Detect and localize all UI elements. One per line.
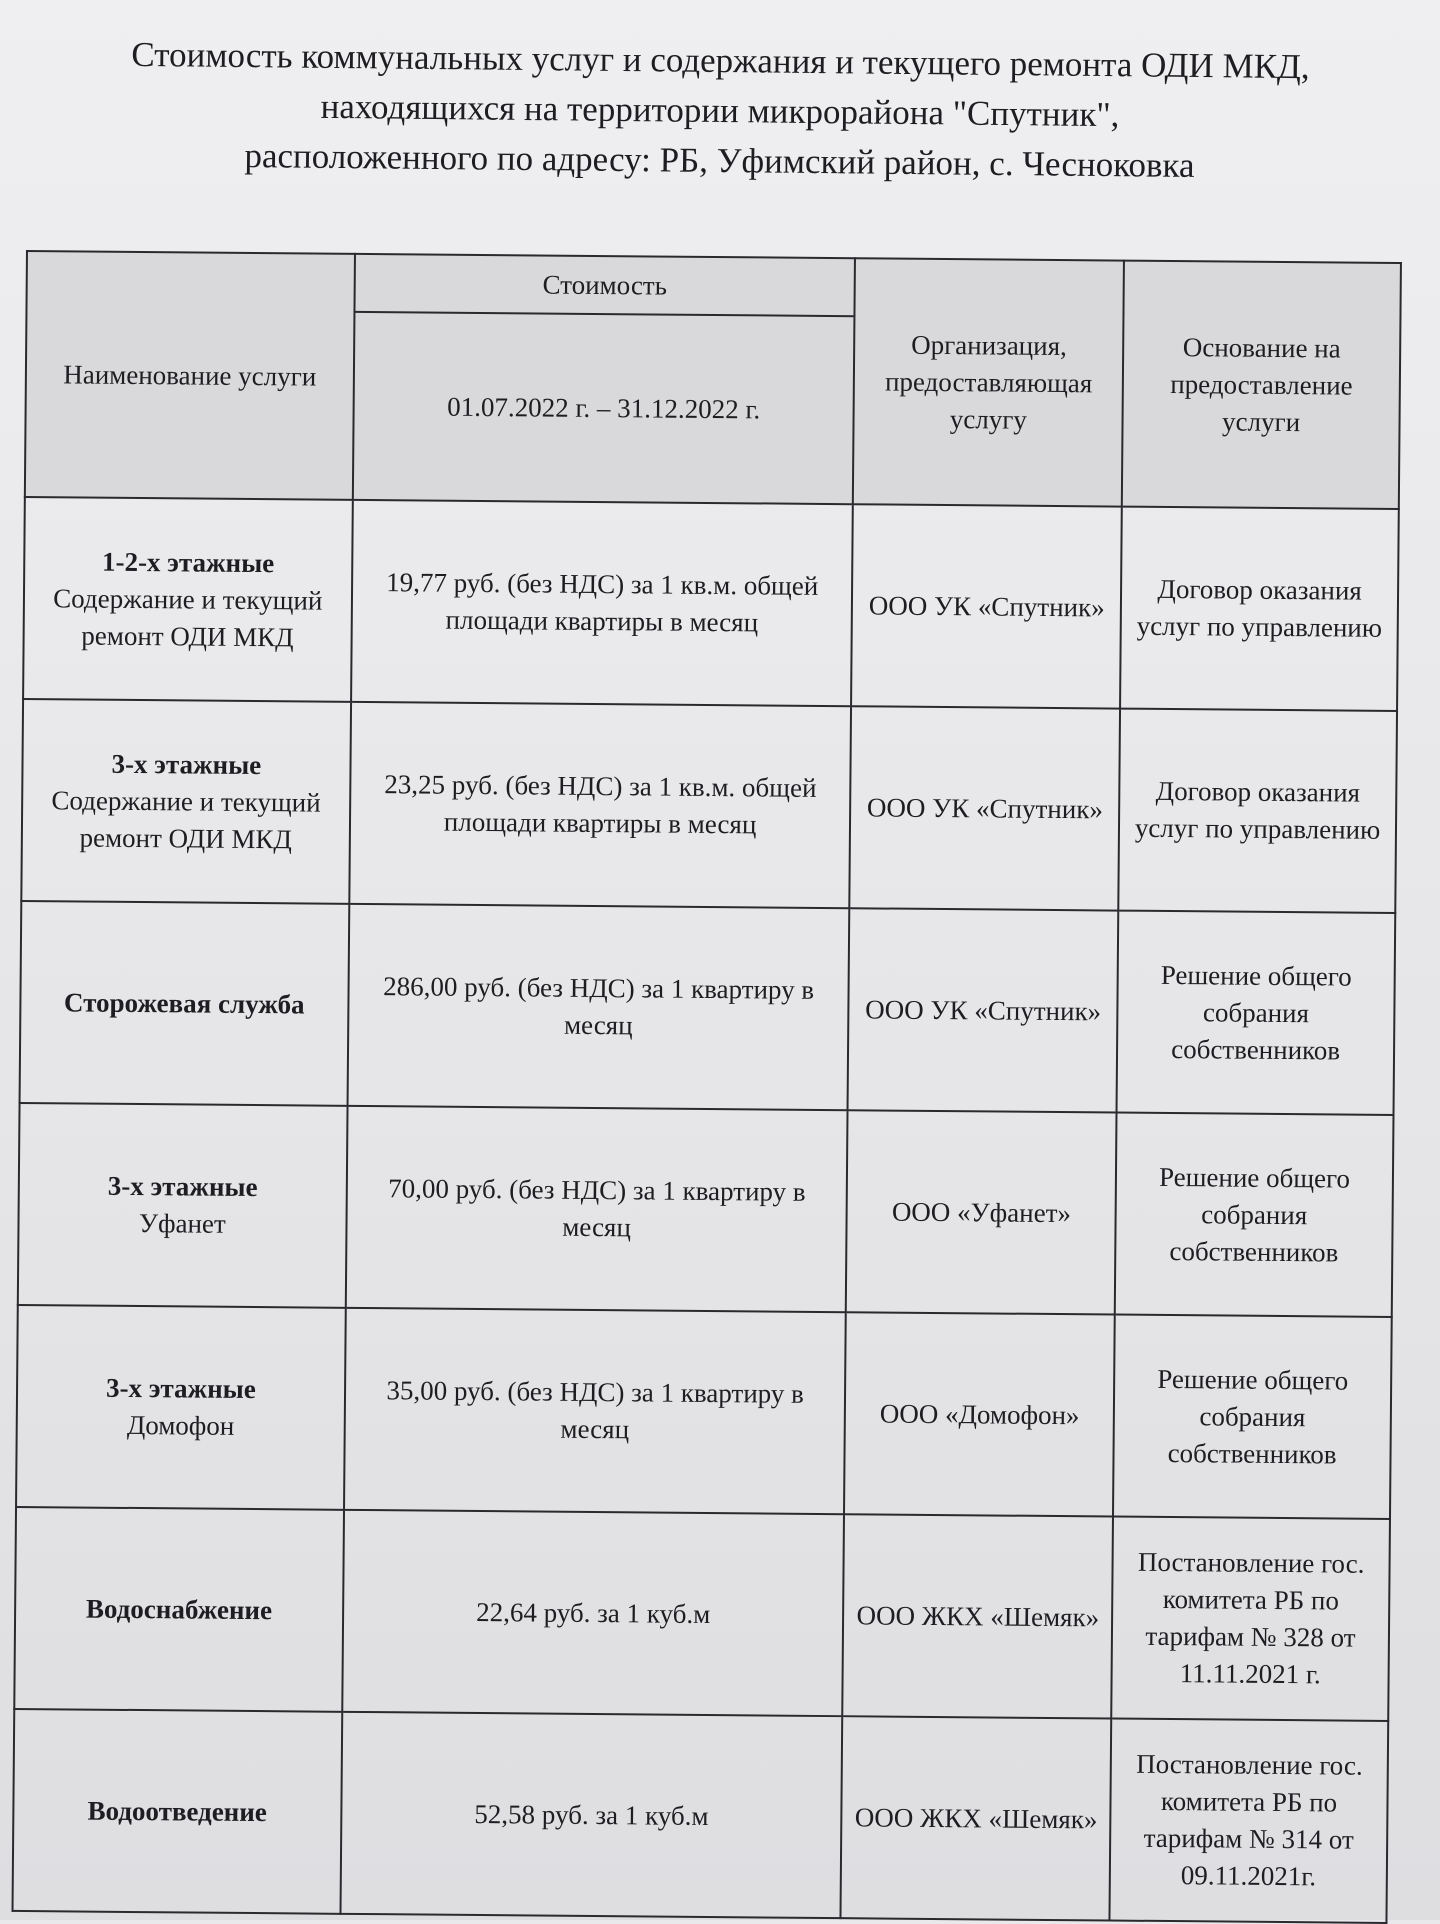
cost-cell: 286,00 руб. (без НДС) за 1 квартиру в месяц [347, 904, 849, 1110]
header-period: 01.07.2022 г. – 31.12.2022 г. [353, 312, 855, 504]
tariffs-table [11, 250, 1401, 1924]
header-organization: Организация, предоставляющая услугу [853, 258, 1124, 506]
organization-cell: ООО ЖКХ «Шемяк» [841, 1716, 1111, 1920]
table-row [21, 699, 1397, 913]
table-row [18, 1103, 1394, 1317]
service-category: 3-х этажные [111, 748, 262, 780]
basis-cell: Договор оказания услуг по управлению [1118, 709, 1397, 913]
service-category: 1-2-х этажные [101, 546, 275, 578]
basis-cell: Решение общего собрания собственников [1113, 1315, 1392, 1519]
basis-cell: Решение общего собрания собственников [1115, 1113, 1394, 1317]
organization-cell: ООО УК «Спутник» [852, 504, 1122, 708]
basis-cell: Решение общего собрания собственников [1117, 911, 1396, 1115]
table-row [13, 1709, 1389, 1923]
cost-cell: 70,00 руб. (без НДС) за 1 квартиру в месяц [345, 1106, 847, 1312]
header-service-name: Наименование услуги [25, 251, 355, 500]
organization-cell: ООО ЖКХ «Шемяк» [843, 1514, 1113, 1718]
service-name: Содержание и текущий ремонт ОДИ МКД [53, 582, 323, 652]
cost-cell: 22,64 руб. за 1 куб.м [342, 1510, 844, 1716]
service-name-cell [14, 1507, 343, 1712]
basis-cell: Постановление гос. комитета РБ по тарифам № 328 от 11.11.2021 г. [1111, 1517, 1390, 1721]
service-name-cell [16, 1305, 345, 1510]
organization-cell: ООО УК «Спутник» [850, 706, 1120, 910]
service-name-cell [23, 497, 352, 702]
table-row [14, 1507, 1390, 1721]
service-name-cell [13, 1709, 342, 1914]
table-row [23, 497, 1399, 711]
service-category: Сторожевая служба [63, 986, 305, 1019]
basis-cell: Постановление гос. комитета РБ по тарифам № 314 от 09.11.2021г. [1110, 1719, 1389, 1923]
service-name: Домофон [126, 1409, 235, 1441]
service-name-cell [18, 1103, 347, 1308]
organization-cell: ООО «Домофон» [844, 1312, 1114, 1516]
document-title [59, 29, 1380, 193]
service-category: Водоотведение [87, 1795, 267, 1827]
cost-cell: 52,58 руб. за 1 куб.м [340, 1712, 842, 1918]
cost-cell: 35,00 руб. (без НДС) за 1 квартиру в месяц [344, 1308, 846, 1514]
title-line-3: расположенного по адресу: РБ, Уфимский район, с. Чесноковка [244, 136, 1195, 185]
title-line-1: Стоимость коммунальных услуг и содержания и текущего ремонта ОДИ МКД, [131, 34, 1310, 87]
organization-cell: ООО УК «Спутник» [848, 908, 1118, 1112]
cost-cell: 19,77 руб. (без НДС) за 1 кв.м. общей площади квартиры в месяц [351, 500, 853, 706]
cost-cell: 23,25 руб. (без НДС) за 1 кв.м. общей площади квартиры в месяц [349, 702, 851, 908]
service-name: Содержание и текущий ремонт ОДИ МКД [51, 784, 321, 854]
table-row [20, 901, 1396, 1115]
basis-cell: Договор оказания услуг по управлению [1120, 507, 1399, 711]
header-basis: Основание на предоставление услуги [1122, 261, 1401, 509]
organization-cell: ООО «Уфанет» [846, 1110, 1116, 1314]
service-category: 3-х этажные [105, 1372, 256, 1405]
service-name-cell [20, 901, 349, 1106]
header-cost: Стоимость [354, 254, 855, 316]
service-name: Уфанет [138, 1208, 226, 1239]
service-category: 3-х этажные [107, 1170, 258, 1203]
service-category: Водоснабжение [85, 1593, 273, 1625]
title-line-2: находящихся на территории микрорайона "Спутник", [320, 86, 1120, 135]
table-row [16, 1305, 1392, 1519]
service-name-cell [21, 699, 350, 904]
